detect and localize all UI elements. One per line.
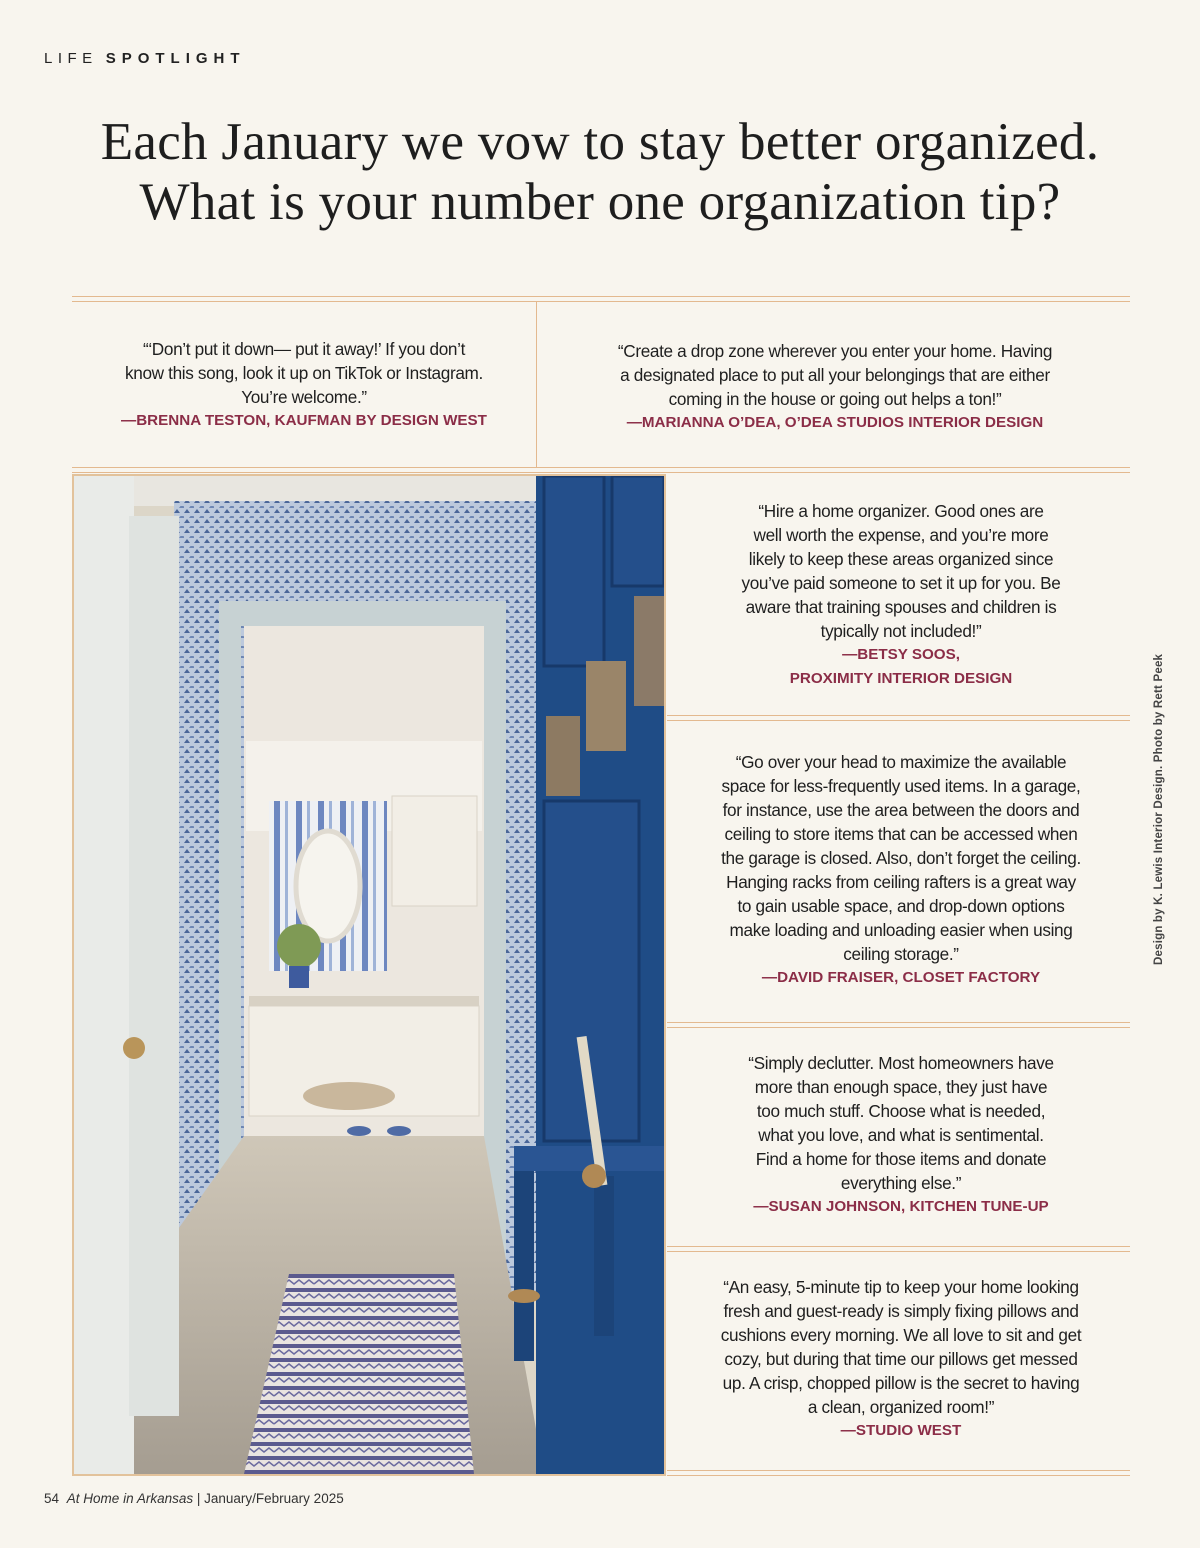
quote-marianna-odea bbox=[540, 339, 1130, 435]
section-label bbox=[44, 50, 246, 67]
rule-right-2 bbox=[667, 1022, 1130, 1028]
headline-line-2: What is your number one organization tip? bbox=[139, 173, 1061, 231]
photo-credit-text: Design by K. Lewis Interior Design. Photo by Rett Peek bbox=[1153, 653, 1165, 965]
rule-right-1 bbox=[667, 715, 1130, 721]
rule-below-top-quotes bbox=[72, 467, 1130, 473]
quote-attribution: —MARIANNA O’DEA, O’DEA STUDIOS INTERIOR DESIGN bbox=[626, 414, 1044, 431]
quote-divider-vertical bbox=[536, 302, 537, 468]
quote-text: “‘Don’t put it down— put it away!’ If you don’t know this song, look it up on TikTok or Instagram. You’re welcome.” bbox=[125, 339, 483, 407]
section-label-light: LIFE bbox=[44, 50, 98, 67]
quote-text: “Hire a home organizer. Good ones are well worth the expense, and you’re more likely to keep these areas organized since you’ve paid someone to set it up for you. Be aware that training spouses and children is typically not included!” bbox=[741, 501, 1061, 641]
quote-text: “Simply declutter. Most homeowners have more than enough space, they just have too much stuff. Choose what is needed, what you love, and what is sentimental. Find a home for those items and donate everything else.” bbox=[748, 1053, 1054, 1193]
photo-credit bbox=[1150, 640, 1170, 970]
mudroom-photo bbox=[72, 474, 666, 1476]
quote-betsy-soos bbox=[672, 499, 1130, 691]
quote-attribution: —BRENNA TESTON, KAUFMAN BY DESIGN WEST bbox=[121, 412, 487, 429]
quote-attribution: —BETSY SOOS, PROXIMITY INTERIOR DESIGN bbox=[789, 646, 1013, 687]
mudroom-photo-illustration bbox=[74, 476, 664, 1474]
quote-david-fraiser bbox=[672, 750, 1130, 990]
page-number: 54 bbox=[44, 1491, 60, 1506]
quote-attribution: —STUDIO WEST bbox=[840, 1422, 962, 1439]
quote-text: “Create a drop zone wherever you enter your home. Having a designated place to put all your belongings that are either coming in the house or going out helps a ton!” bbox=[617, 341, 1053, 409]
page-headline bbox=[0, 112, 1200, 232]
issue-date: | January/February 2025 bbox=[196, 1491, 344, 1506]
top-rule bbox=[72, 296, 1130, 302]
rule-bottom bbox=[667, 1470, 1130, 1476]
quote-text: “An easy, 5-minute tip to keep your home looking fresh and guest-ready is simply fixing pillows and cushions every morning. We all love to sit and get cozy, but during that time our pillows get messed up. A crisp, chopped pillow is the secret to having a clean, organized room!” bbox=[720, 1277, 1082, 1417]
quote-attribution: —SUSAN JOHNSON, KITCHEN TUNE-UP bbox=[753, 1198, 1049, 1215]
rule-right-3 bbox=[667, 1246, 1130, 1252]
quote-susan-johnson bbox=[672, 1051, 1130, 1219]
magazine-title: At Home in Arkansas bbox=[66, 1491, 194, 1506]
quote-studio-west bbox=[672, 1275, 1130, 1443]
quote-attribution: —DAVID FRAISER, CLOSET FACTORY bbox=[761, 969, 1041, 986]
page-folio bbox=[44, 1491, 344, 1506]
section-label-bold: SPOTLIGHT bbox=[105, 50, 246, 67]
quote-brenna-teston bbox=[72, 337, 536, 433]
headline-line-1: Each January we vow to stay better organized. bbox=[100, 113, 1100, 171]
quote-text: “Go over your head to maximize the available space for less-frequently used items. In a garage, for instance, use the area between the doors and ceiling to store items that can be accessed when the garage is closed. Also, don’t forget the ceiling. Hanging racks from ceiling rafters is a great way to gain usable space, and drop-down options make loading and unloading easier when using ceiling storage.” bbox=[721, 752, 1081, 964]
